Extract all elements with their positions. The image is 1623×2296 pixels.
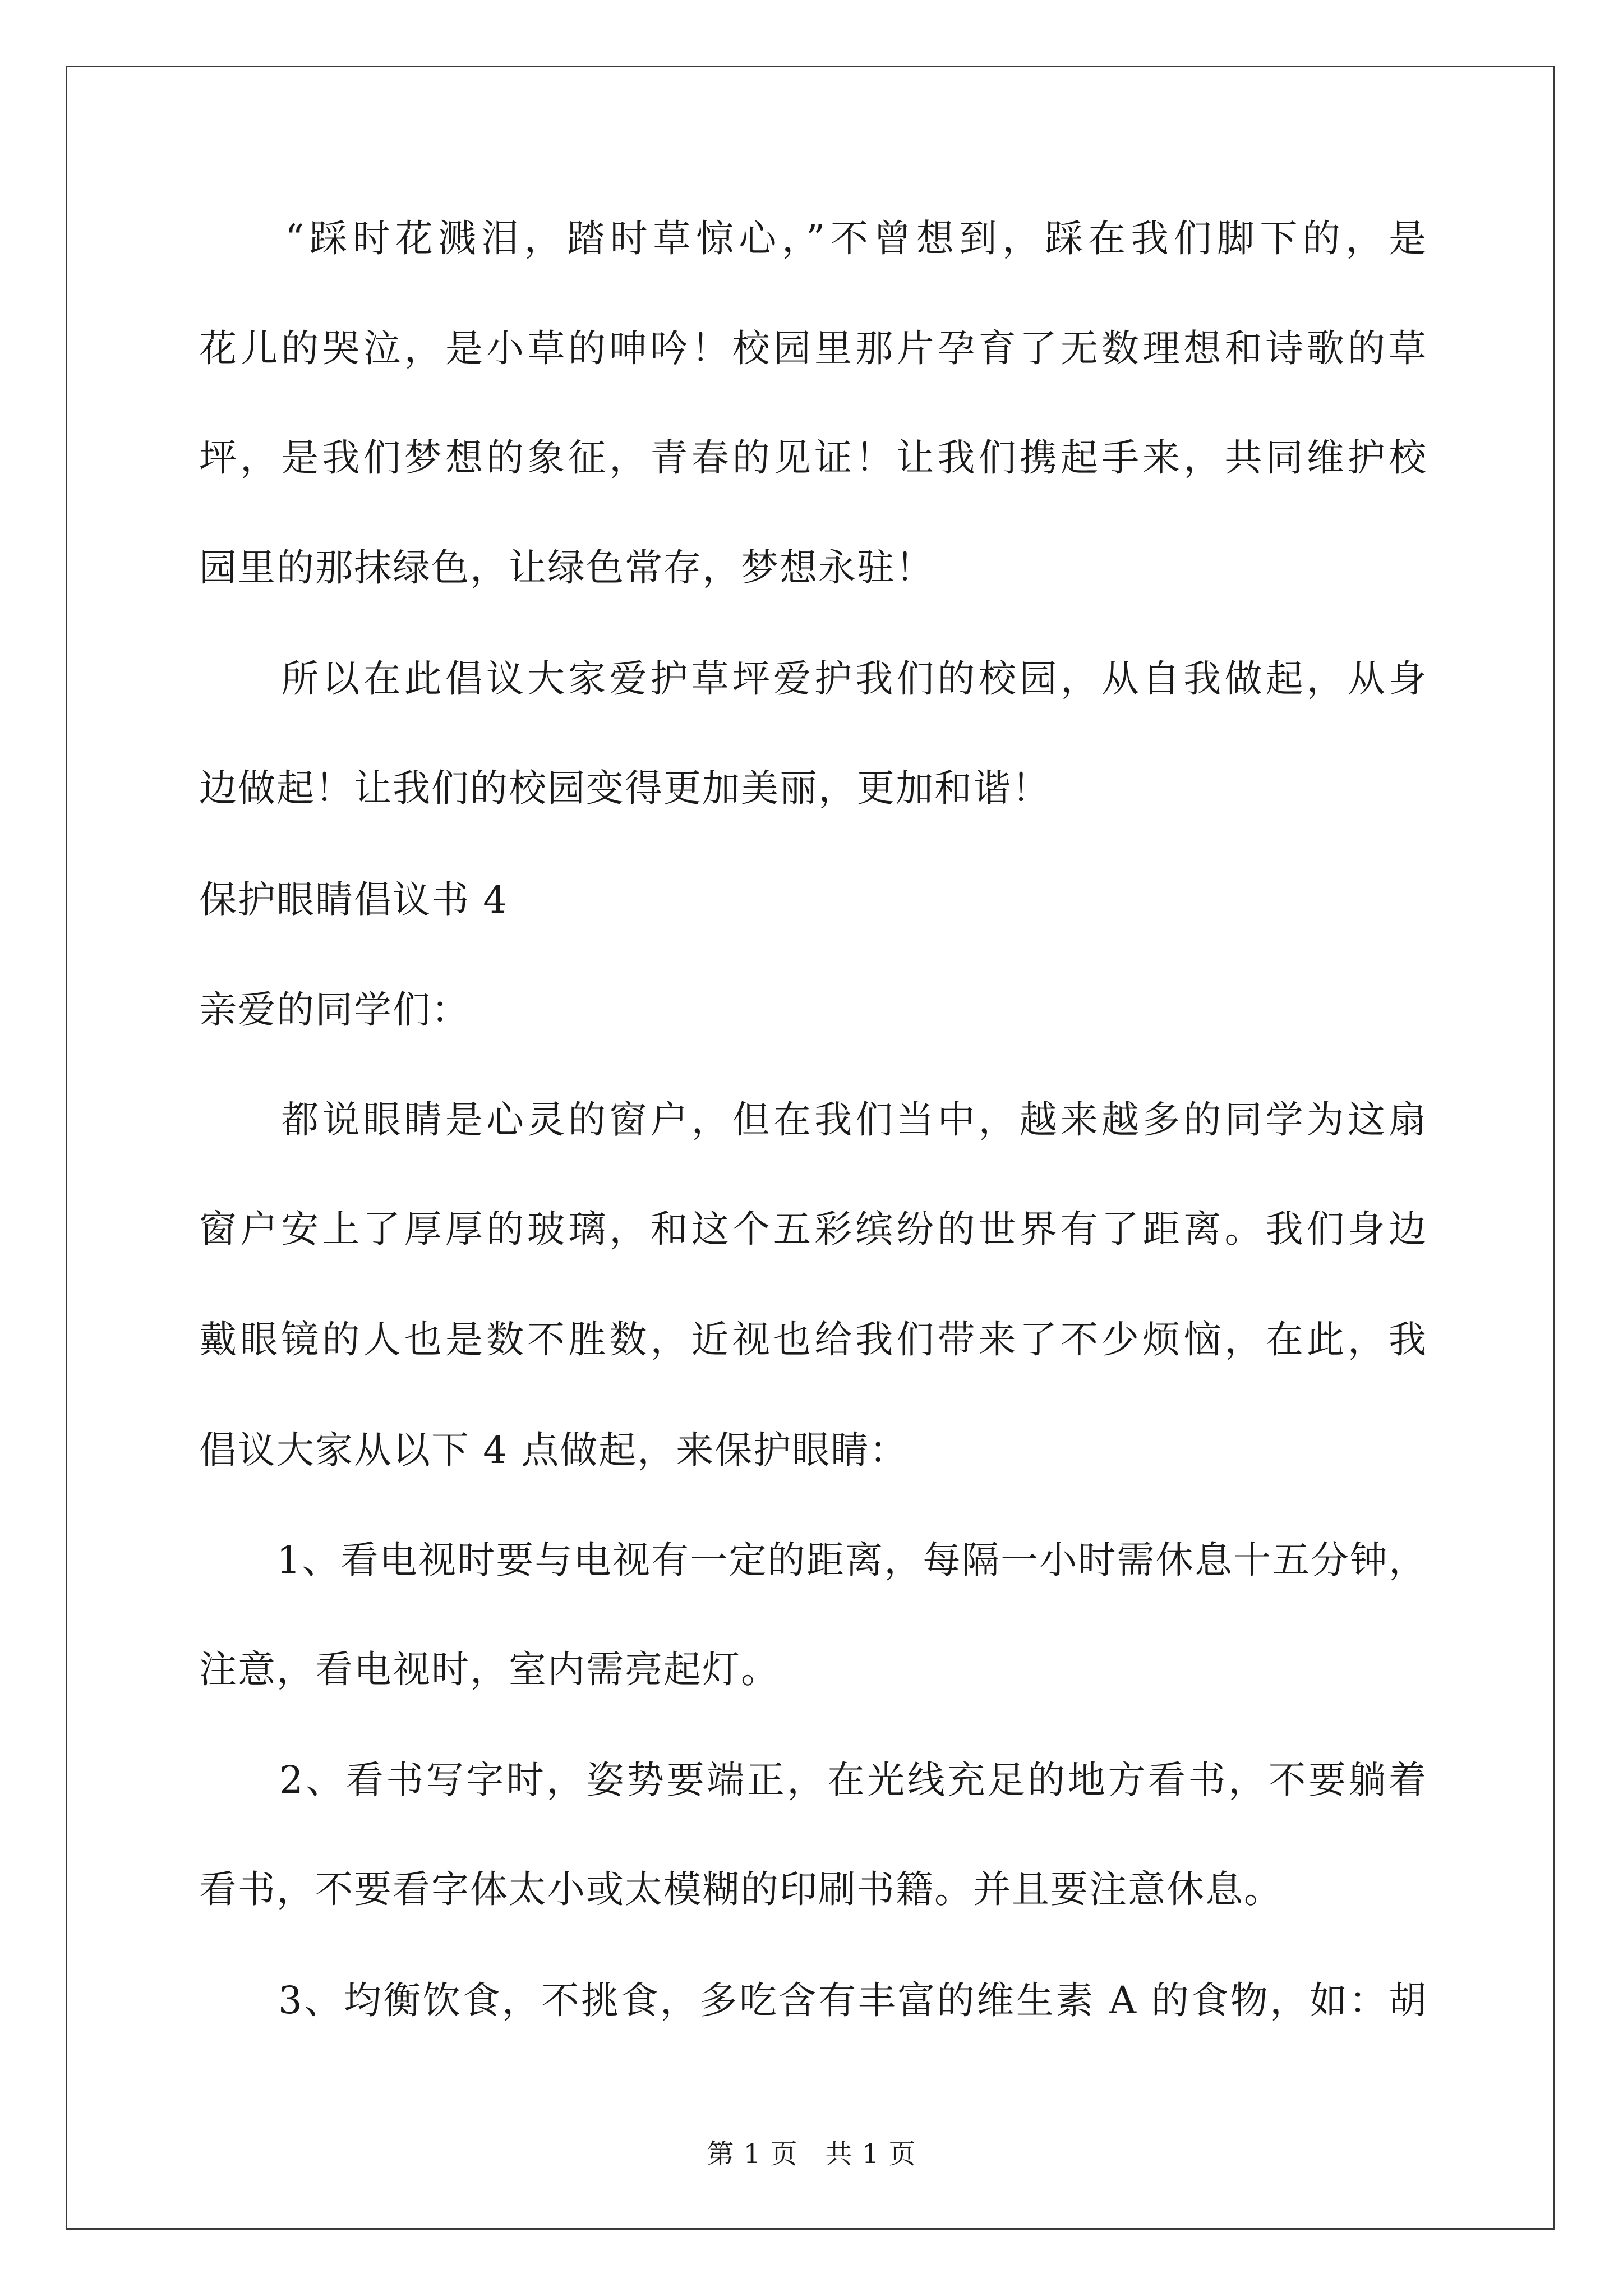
paragraph-line: 都说眼睛是心灵的窗户，但在我们当中，越来越多的同学为这扇 bbox=[199, 1098, 1427, 1142]
list-item-line: 3、均衡饮食，不挑食，多吃含有丰富的维生素 A 的食物，如：胡 bbox=[199, 1978, 1427, 2022]
paragraph-line: “踩时花溅泪，踏时草惊心，”不曾想到，踩在我们脚下的，是 bbox=[199, 217, 1427, 260]
paragraph-line: 倡议大家从以下 4 点做起，来保护眼睛： bbox=[199, 1428, 909, 1472]
paragraph-line: 边做起！让我们的校园变得更加美丽，更加和谐！ bbox=[199, 766, 1050, 810]
list-item-line: 注意，看电视时，室内需亮起灯。 bbox=[199, 1648, 780, 1691]
paragraph-line: 花儿的哭泣，是小草的呻吟！校园里那片孕育了无数理想和诗歌的草 bbox=[199, 326, 1427, 370]
list-item-line: 看书，不要看字体太小或太模糊的印刷书籍。并且要注意休息。 bbox=[199, 1867, 1283, 1911]
salutation: 亲爱的同学们： bbox=[199, 988, 470, 1032]
paragraph-line: 窗户安上了厚厚的玻璃，和这个五彩缤纷的世界有了距离。我们身边 bbox=[199, 1207, 1427, 1251]
paragraph-line: 所以在此倡议大家爱护草坪爱护我们的校园，从自我做起，从身 bbox=[199, 657, 1427, 701]
page-footer: 第 1 页 共 1 页 bbox=[707, 2138, 916, 2170]
paragraph-line: 园里的那抹绿色，让绿色常存，梦想永驻！ bbox=[199, 546, 934, 590]
list-item-line: 2、看书写字时，姿势要端正，在光线充足的地方看书，不要躺着 bbox=[199, 1758, 1427, 1802]
list-item-line: 1、看电视时要与电视有一定的距离，每隔一小时需休息十五分钟， bbox=[199, 1538, 1427, 1582]
paragraph-line: 戴眼镜的人也是数不胜数，近视也给我们带来了不少烦恼，在此，我 bbox=[199, 1318, 1427, 1361]
section-heading: 保护眼睛倡议书 4 bbox=[199, 878, 508, 922]
paragraph-line: 坪，是我们梦想的象征，青春的见证！让我们携起手来，共同维护校 bbox=[199, 436, 1427, 480]
